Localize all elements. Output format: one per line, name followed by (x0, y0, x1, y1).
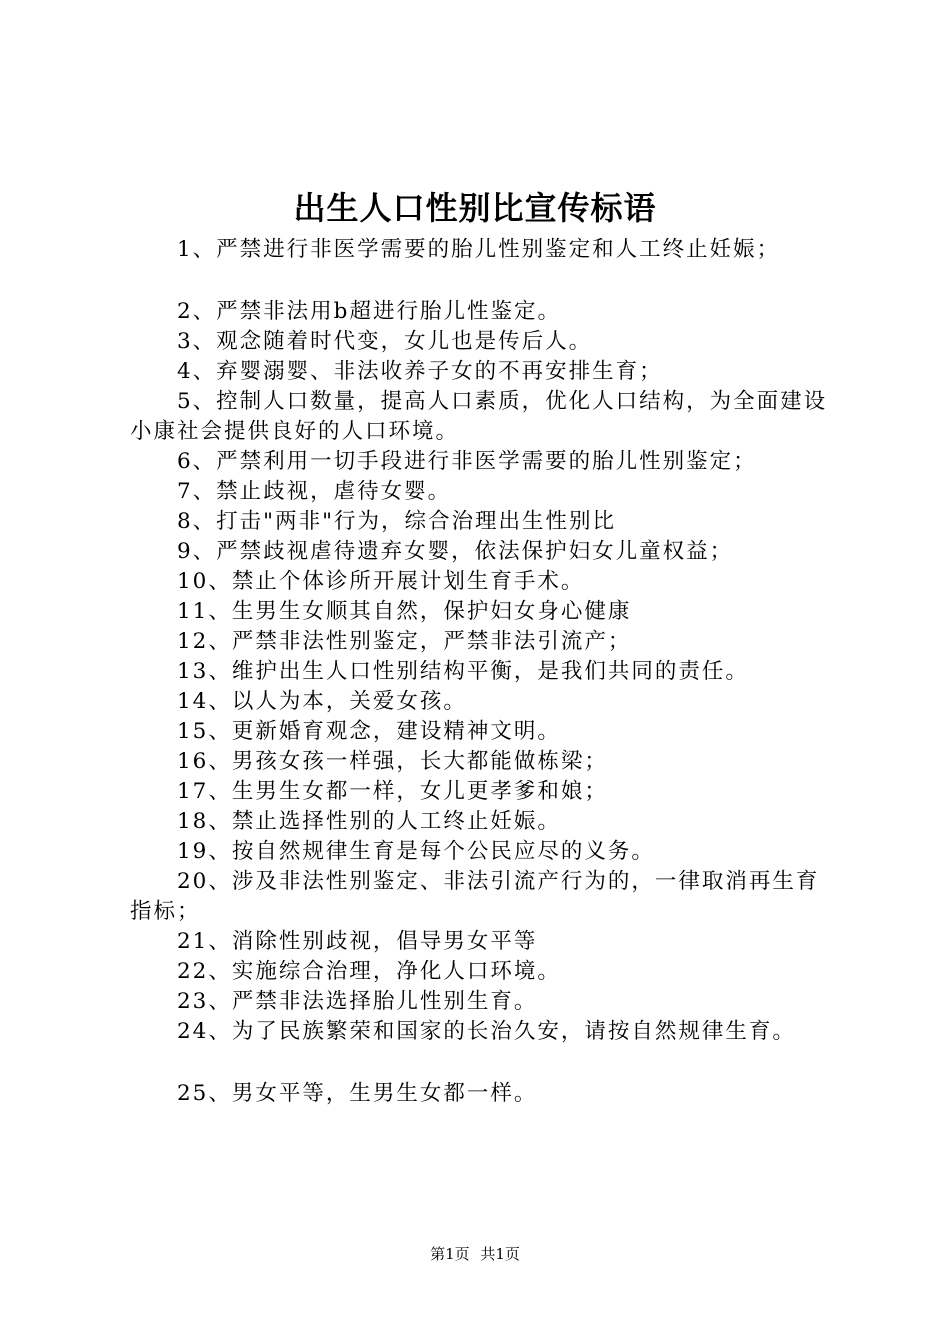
slogan-item: 16、男孩女孩一样强，长大都能做栋梁； (177, 749, 608, 774)
slogan-item: 3、观念随着时代变，女儿也是传后人。 (177, 329, 593, 354)
slogan-item: 21、消除性别歧视，倡导男女平等 (177, 929, 538, 954)
slogan-item: 2、严禁非法用b超进行胎儿性鉴定。 (177, 299, 561, 324)
document-body (130, 235, 835, 1109)
slogan-item: 13、维护出生人口性别结构平衡，是我们共同的责任。 (177, 659, 749, 684)
slogan-item: 14、以人为本，关爱女孩。 (177, 689, 467, 714)
slogan-item: 8、打击"两非"行为，综合治理出生性别比 (177, 509, 616, 534)
slogan-item: 6、严禁利用一切手段进行非医学需要的胎儿性别鉴定； (177, 449, 757, 474)
slogan-item: 15、更新婚育观念，建设精神文明。 (177, 719, 561, 744)
slogan-item: 24、为了民族繁荣和国家的长治久安，请按自然规律生育。 (177, 1019, 796, 1044)
slogan-item: 11、生男生女顺其自然，保护妇女身心健康 (177, 599, 632, 624)
slogan-item: 17、生男生女都一样，女儿更孝爹和娘； (177, 779, 608, 804)
slogan-item: 20、涉及非法性别鉴定、非法引流产行为的，一律取消再生育指标； (130, 869, 820, 924)
slogan-item: 25、男女平等，生男生女都一样。 (177, 1081, 538, 1106)
page-number-current: 第1页 (430, 1245, 470, 1263)
slogan-item: 7、禁止歧视，虐待女婴。 (177, 479, 452, 504)
slogan-item: 22、实施综合治理，净化人口环境。 (177, 959, 561, 984)
page-number-total: 共1页 (480, 1245, 520, 1263)
slogan-item: 19、按自然规律生育是每个公民应尽的义务。 (177, 839, 655, 864)
document-title: 出生人口性别比宣传标语 (293, 189, 657, 227)
slogan-item: 9、严禁歧视虐待遗弃女婴，依法保护妇女儿童权益； (177, 539, 734, 564)
slogan-item: 10、禁止个体诊所开展计划生育手术。 (177, 569, 585, 594)
slogan-item: 5、控制人口数量，提高人口素质，优化人口结构，为全面建设小康社会提供良好的人口环境。 (130, 389, 828, 444)
page-footer (0, 1244, 950, 1264)
slogan-item: 18、禁止选择性别的人工终止妊娠。 (177, 809, 561, 834)
slogan-item: 23、严禁非法选择胎儿性别生育。 (177, 989, 538, 1014)
slogan-item: 4、弃婴溺婴、非法收养子女的不再安排生育； (177, 359, 663, 384)
slogan-item: 12、严禁非法性别鉴定，严禁非法引流产； (177, 629, 632, 654)
slogan-item: 1、严禁进行非医学需要的胎儿性别鉴定和人工终止妊娠； (177, 237, 781, 262)
